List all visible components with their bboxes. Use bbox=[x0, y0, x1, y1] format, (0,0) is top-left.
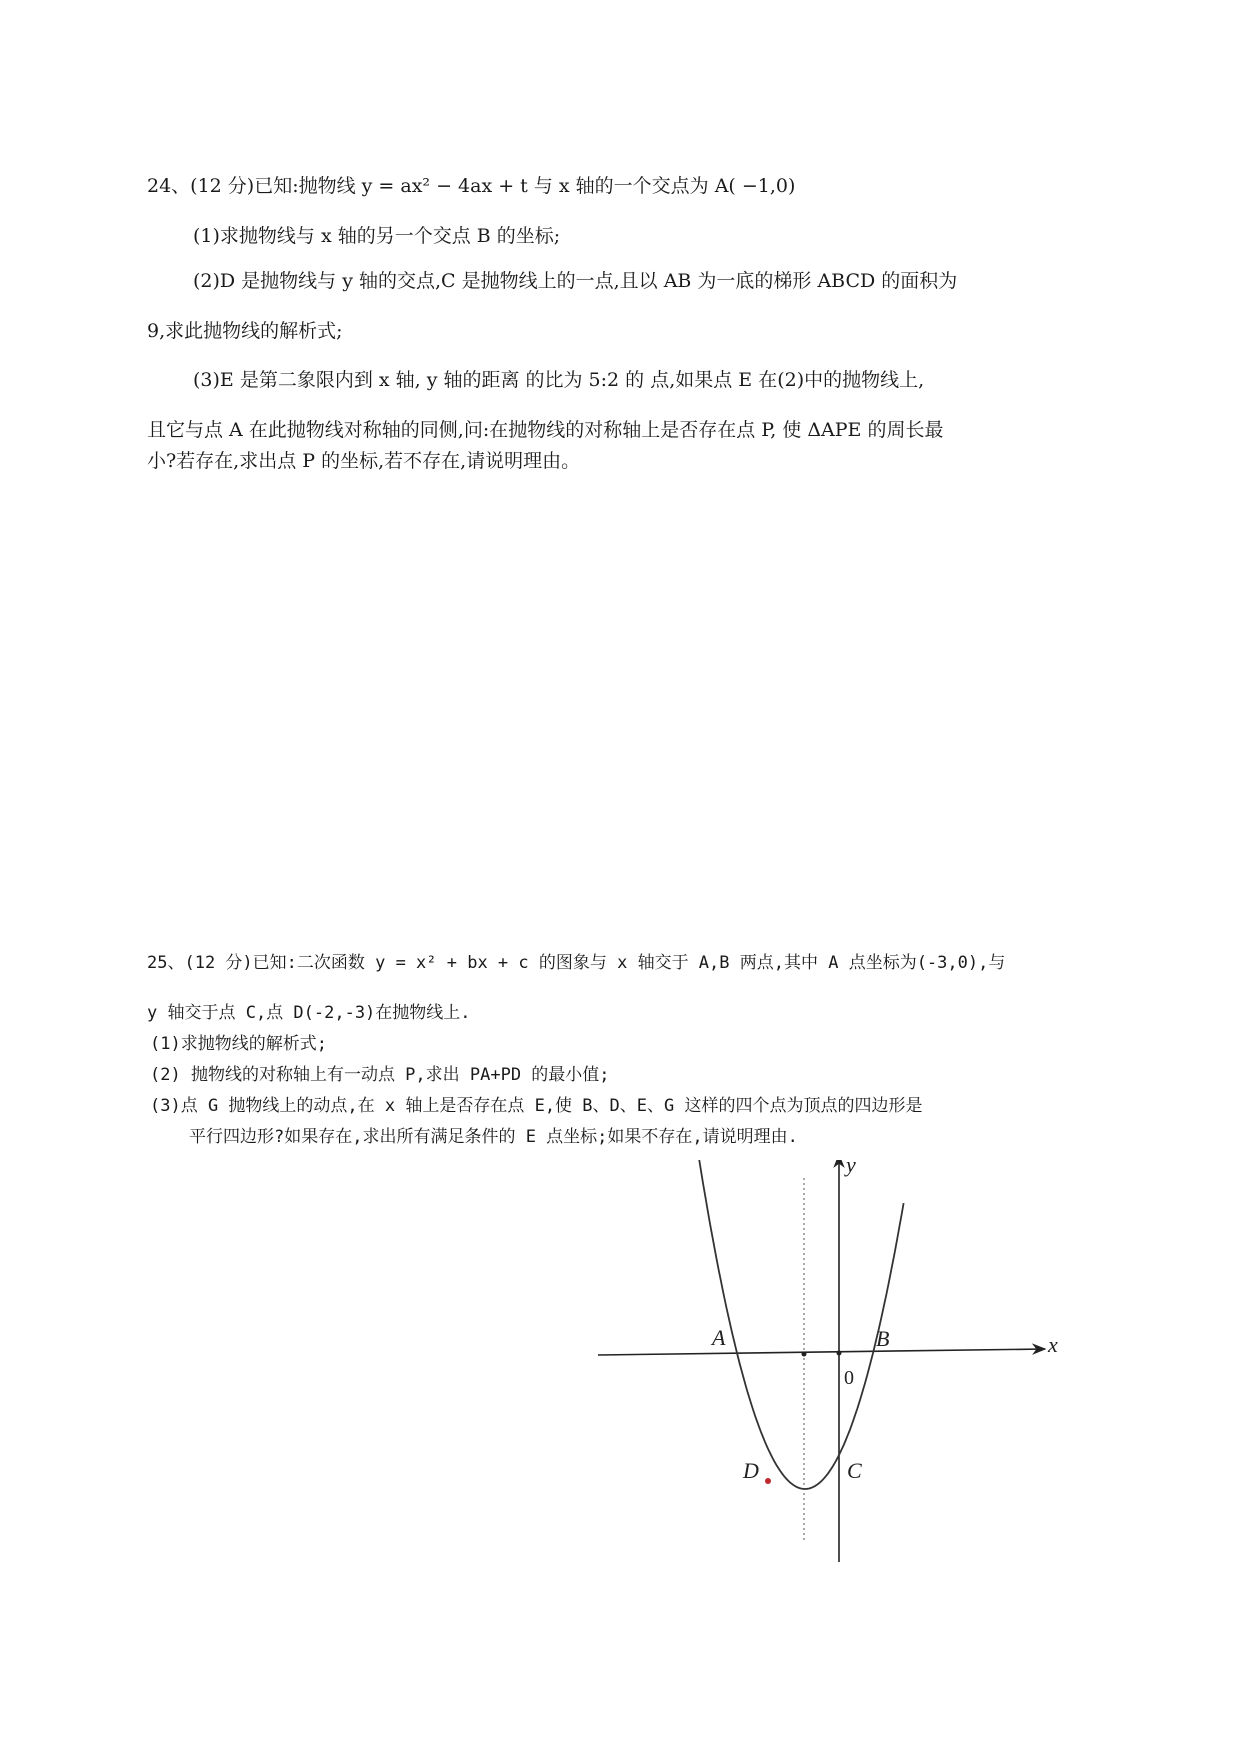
q24-part3-line1: (3)E 是第二象限内到 x 轴, y 轴的距离 的比为 5:2 的 点,如果点 E 在(2)中的抛物线上, bbox=[193, 369, 925, 391]
q24-part2-line1: (2)D 是抛物线与 y 轴的交点,C 是抛物线上的一点,且以 AB 为一底的梯形 ABCD 的面积为 bbox=[193, 270, 958, 292]
q25-part3-line1: (3)点 G 抛物线上的动点,在 x 轴上是否存在点 E,使 B、D、E、G 这样的四个点为顶点的四边形是 bbox=[150, 1096, 923, 1116]
parabola-figure bbox=[590, 1160, 1070, 1580]
parabola-curve bbox=[672, 1160, 903, 1489]
x-axis bbox=[598, 1349, 1045, 1355]
label-y-axis: y bbox=[846, 1160, 856, 1177]
label-D: D bbox=[743, 1458, 759, 1483]
point-vertex-foot bbox=[802, 1352, 807, 1357]
q25-part3-line2: 平行四边形?如果存在,求出所有满足条件的 E 点坐标;如果不存在,请说明理由. bbox=[189, 1127, 798, 1147]
q25-part1: (1)求抛物线的解析式; bbox=[150, 1034, 327, 1054]
label-C: C bbox=[847, 1458, 862, 1483]
q24-part3-line3: 小?若存在,求出点 P 的坐标,若不存在,请说明理由。 bbox=[147, 450, 581, 472]
q25-part2: (2) 抛物线的对称轴上有一动点 P,求出 PA+PD 的最小值; bbox=[150, 1065, 610, 1085]
label-B: B bbox=[876, 1326, 890, 1351]
q24-part2-line2: 9,求此抛物线的解析式; bbox=[147, 320, 343, 342]
q25-heading: 25、(12 分)已知:二次函数 y = x² + bx + c 的图象与 x 轴交于 A,B 两点,其中 A 点坐标为(-3,0),与 bbox=[147, 953, 1006, 973]
label-A: A bbox=[712, 1325, 726, 1350]
q25-line2: y 轴交于点 C,点 D(-2,-3)在抛物线上. bbox=[147, 1003, 471, 1023]
point-D bbox=[765, 1478, 771, 1484]
label-origin: 0 bbox=[844, 1367, 854, 1389]
q24-part3-line2: 且它与点 A 在此抛物线对称轴的同侧,问:在抛物线的对称轴上是否存在点 P, 使 ΔAPE 的周长最 bbox=[147, 419, 944, 441]
point-origin bbox=[837, 1351, 842, 1356]
q24-heading: 24、(12 分)已知:抛物线 y = ax² − 4ax + t 与 x 轴的一个交点为 A( −1,0) bbox=[147, 175, 796, 197]
q24-part1: (1)求抛物线与 x 轴的另一个交点 B 的坐标; bbox=[193, 225, 561, 247]
label-x-axis: x bbox=[1048, 1332, 1058, 1357]
